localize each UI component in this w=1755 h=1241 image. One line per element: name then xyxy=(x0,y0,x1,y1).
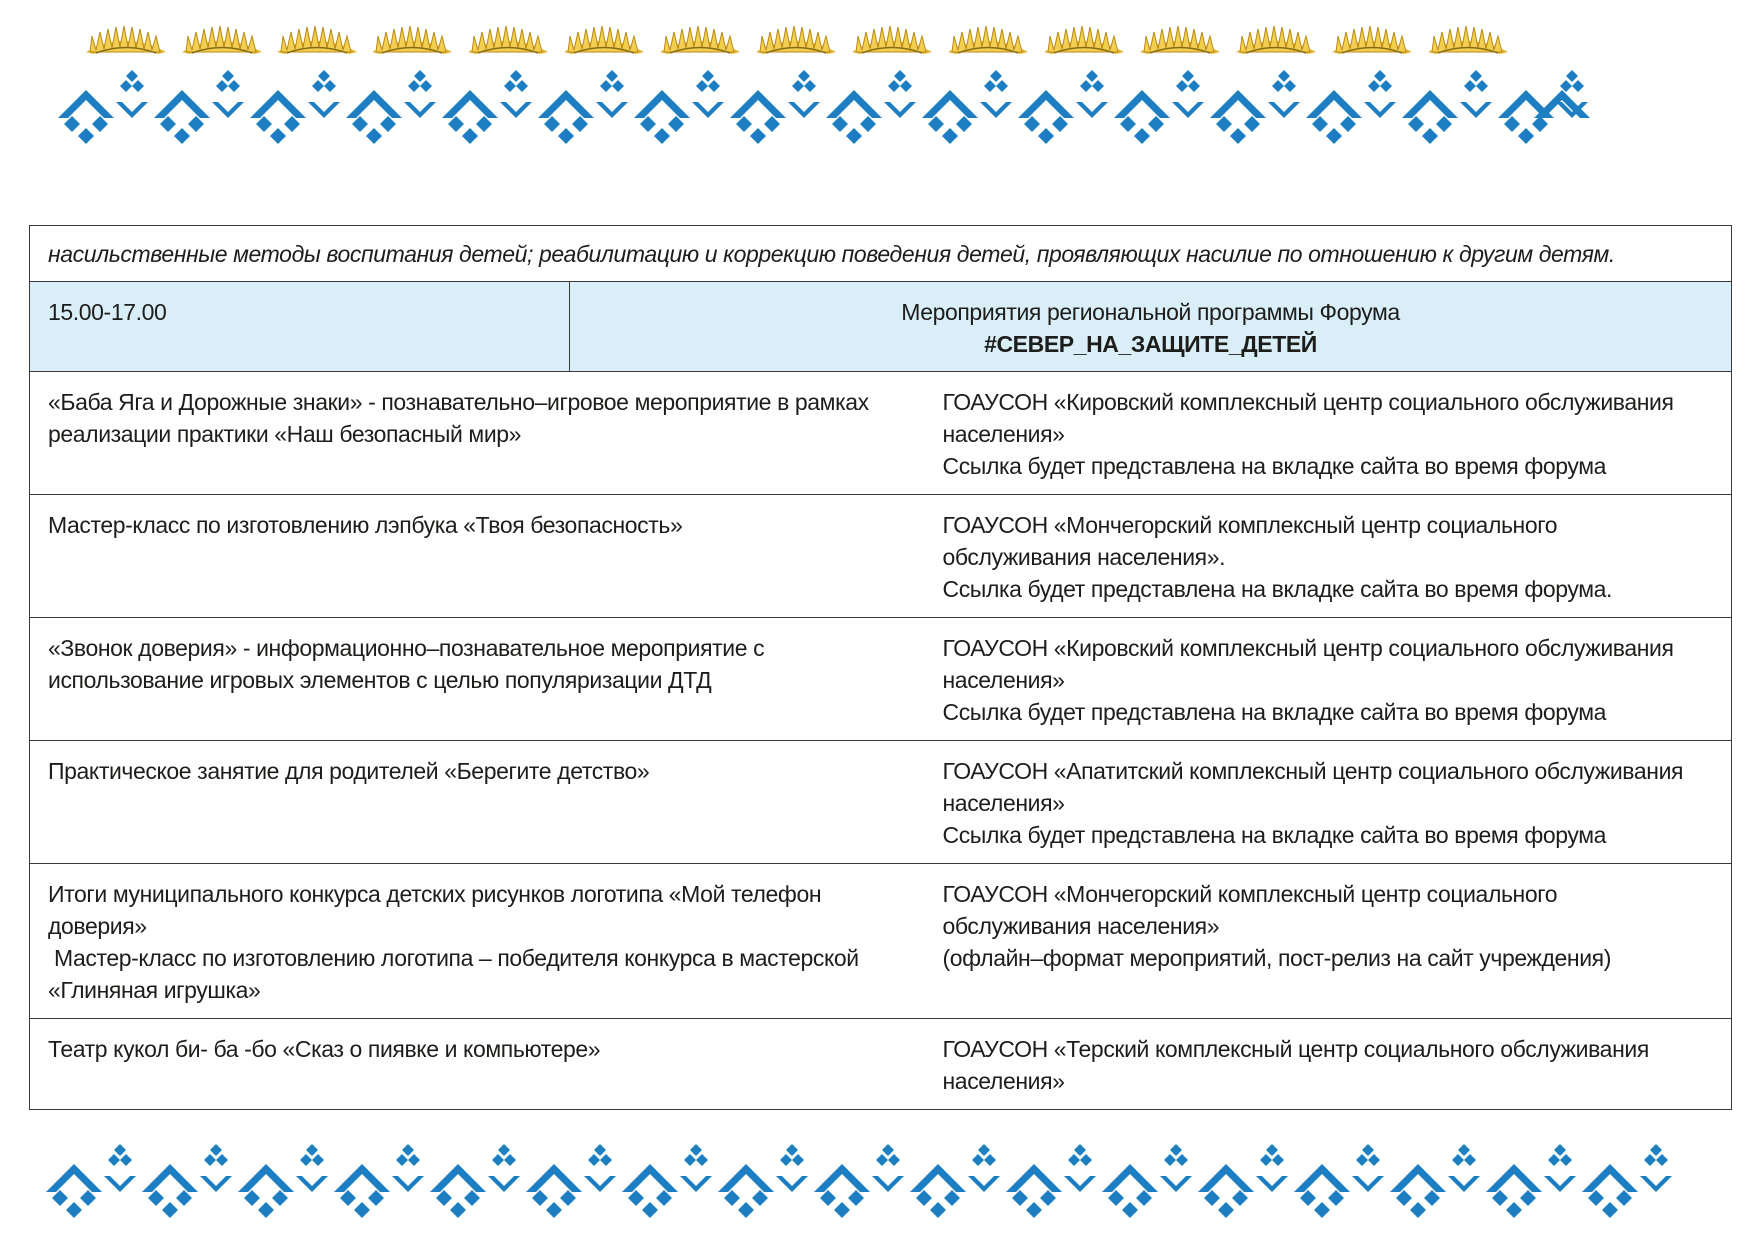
event-name-line: использование игровых элементов с целью популяризации ДТД xyxy=(48,667,712,693)
event-org-line: ГОАУСОН «Кировский комплексный центр социального обслуживания xyxy=(942,635,1674,661)
event-org-line: ГОАУСОН «Терский комплексный центр социального обслуживания xyxy=(942,1036,1649,1062)
table-row xyxy=(30,372,1732,495)
top-ornament-svg xyxy=(0,0,1755,160)
bottom-ornament-svg xyxy=(0,1140,1755,1240)
event-org-cell xyxy=(925,864,1732,1019)
program-table xyxy=(29,225,1732,1110)
event-name-line: «Звонок доверия» - информационно–познавательное мероприятие с xyxy=(48,635,765,661)
event-name-line: «Глиняная игрушка» xyxy=(48,977,261,1003)
event-name-cell xyxy=(30,741,925,864)
session-header-row xyxy=(30,282,1732,372)
event-org-cell xyxy=(925,618,1732,741)
event-format-note: (офлайн–формат мероприятий, пост-релиз на сайт учреждения) xyxy=(942,945,1611,971)
event-org-line: населения» xyxy=(942,667,1065,693)
event-name-cell xyxy=(30,618,925,741)
event-org-line: обслуживания населения» xyxy=(942,913,1220,939)
event-name-cell xyxy=(30,495,925,618)
bottom-ornament xyxy=(0,1140,1755,1240)
event-org-line: ГОАУСОН «Кировский комплексный центр социального обслуживания xyxy=(942,389,1674,415)
event-org-cell xyxy=(925,372,1732,495)
event-name-line: Театр кукол би- ба -бо «Сказ о пиявке и компьютере» xyxy=(48,1036,601,1062)
event-name-line: Практическое занятие для родителей «Берегите детство» xyxy=(48,758,650,784)
event-link-note: Ссылка будет представлена на вкладке сайта во время форума xyxy=(942,699,1607,725)
event-name-line: Мастер-класс по изготовлению лэпбука «Твоя безопасность» xyxy=(48,512,683,538)
event-org-line: обслуживания населения». xyxy=(942,544,1226,570)
table-row xyxy=(30,495,1732,618)
event-org-line: населения» xyxy=(942,421,1065,447)
session-title: Мероприятия региональной программы Форума xyxy=(901,299,1400,325)
table-row xyxy=(30,741,1732,864)
event-name-cell xyxy=(30,1019,925,1110)
event-name-cell xyxy=(30,372,925,495)
event-org-line: ГОАУСОН «Мончегорский комплексный центр социального xyxy=(942,512,1558,538)
event-link-note: Ссылка будет представлена на вкладке сайта во время форума xyxy=(942,822,1607,848)
event-name-line: доверия» xyxy=(48,913,147,939)
top-ornament xyxy=(0,0,1755,160)
table-row xyxy=(30,618,1732,741)
intro-row xyxy=(30,226,1732,282)
event-org-line: населения» xyxy=(942,1068,1065,1094)
event-name-line: реализации практики «Наш безопасный мир» xyxy=(48,421,522,447)
event-org-line: ГОАУСОН «Апатитский комплексный центр социального обслуживания xyxy=(942,758,1684,784)
event-org-cell xyxy=(925,741,1732,864)
session-hashtag: #СЕВЕР_НА_ЗАЩИТЕ_ДЕТЕЙ xyxy=(984,331,1317,357)
table-row xyxy=(30,864,1732,1019)
event-org-cell xyxy=(925,495,1732,618)
event-org-line: ГОАУСОН «Мончегорский комплексный центр социального xyxy=(942,881,1558,907)
event-name-line: Мастер-класс по изготовлению логотипа – победителя конкурса в мастерской xyxy=(54,945,859,971)
table-row xyxy=(30,1019,1732,1110)
event-org-line: населения» xyxy=(942,790,1065,816)
event-name-line: Итоги муниципального конкурса детских рисунков логотипа «Мой телефон xyxy=(48,881,822,907)
event-link-note: Ссылка будет представлена на вкладке сайта во время форума. xyxy=(942,576,1613,602)
event-link-note: Ссылка будет представлена на вкладке сайта во время форума xyxy=(942,453,1607,479)
session-time: 15.00-17.00 xyxy=(30,282,570,372)
event-org-cell xyxy=(925,1019,1732,1110)
event-name-line: «Баба Яга и Дорожные знаки» - познавательно–игровое мероприятие в рамках xyxy=(48,389,869,415)
event-name-cell xyxy=(30,864,925,1019)
session-title-cell xyxy=(570,282,1732,372)
intro-text: насильственные методы воспитания детей; реабилитацию и коррекцию поведения детей, проявляющих насилие по отношению к другим детям. xyxy=(30,226,1732,282)
